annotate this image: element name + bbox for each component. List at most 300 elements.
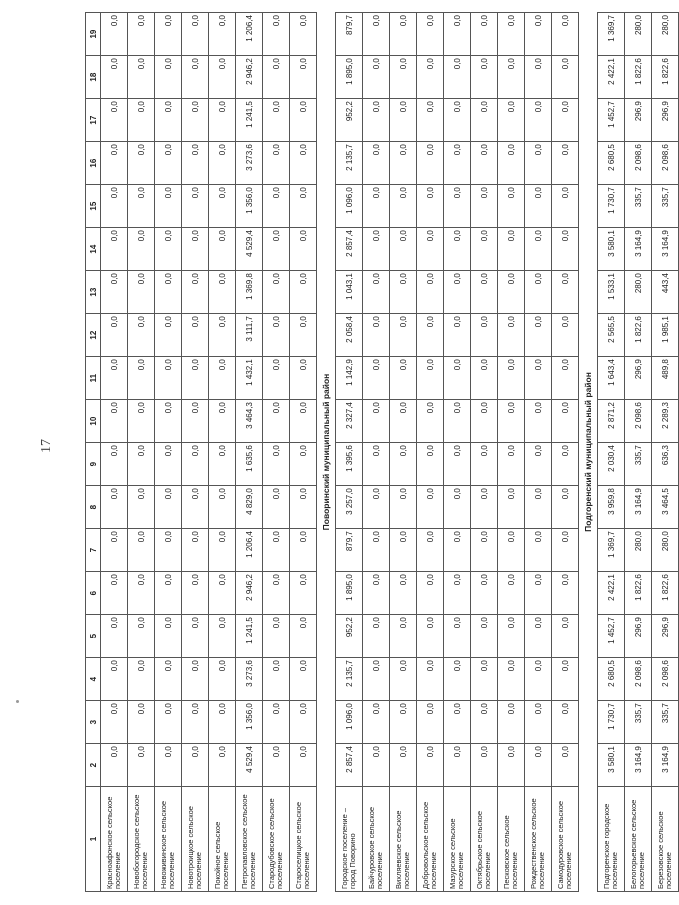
table-cell: 0,0 — [101, 486, 128, 529]
table-cell: 0,0 — [417, 572, 444, 615]
table-cell: 0,0 — [155, 314, 182, 357]
table-cell: 0,0 — [101, 615, 128, 658]
table-cell: 0,0 — [552, 56, 579, 99]
table-row — [625, 13, 652, 892]
table-cell: 0,0 — [525, 658, 552, 701]
table-cell: 0,0 — [182, 744, 209, 787]
column-number-4: 4 — [86, 658, 101, 701]
settlement-name: Новоживинское сельское поселение — [155, 787, 182, 892]
table-cell: 0,0 — [263, 701, 290, 744]
table-cell: 3 164,9 — [625, 228, 652, 271]
table-cell: 0,0 — [182, 357, 209, 400]
table-cell: 2 565,5 — [598, 314, 625, 357]
table-cell: 1 822,6 — [625, 572, 652, 615]
table-cell: 0,0 — [444, 701, 471, 744]
table-cell: 0,0 — [525, 314, 552, 357]
table-cell: 0,0 — [101, 701, 128, 744]
table-cell: 0,0 — [182, 314, 209, 357]
table-cell: 1 895,0 — [336, 56, 363, 99]
table-cell: 0,0 — [417, 486, 444, 529]
table-cell: 0,0 — [471, 13, 498, 56]
table-cell: 0,0 — [525, 744, 552, 787]
table-cell: 0,0 — [101, 271, 128, 314]
table-cell: 2 946,2 — [236, 56, 263, 99]
table-cell: 1 241,5 — [236, 99, 263, 142]
table-cell: 0,0 — [552, 142, 579, 185]
table-cell: 0,0 — [263, 228, 290, 271]
settlement-name: Покойное сельское поселение — [209, 787, 236, 892]
table-cell: 3 164,9 — [652, 744, 679, 787]
table-cell: 0,0 — [263, 314, 290, 357]
table-cell: 0,0 — [290, 142, 317, 185]
table-cell: 3 257,0 — [336, 486, 363, 529]
settlement-name: Красноафонское сельское поселение — [101, 787, 128, 892]
table-cell: 296,9 — [652, 615, 679, 658]
settlement-name: Березовское сельское поселение — [652, 787, 679, 892]
table-cell: 0,0 — [101, 314, 128, 357]
table-cell: 0,0 — [444, 529, 471, 572]
table-cell: 0,0 — [290, 56, 317, 99]
table-row — [290, 13, 317, 892]
table-cell: 0,0 — [444, 744, 471, 787]
table-cell: 0,0 — [471, 271, 498, 314]
district-title: Поворинский муниципальный район — [317, 13, 336, 892]
table-cell: 0,0 — [155, 99, 182, 142]
table-cell: 0,0 — [263, 529, 290, 572]
table-cell: 0,0 — [552, 400, 579, 443]
table-row — [336, 13, 363, 892]
table-cell: 0,0 — [128, 443, 155, 486]
table-cell: 1 730,7 — [598, 701, 625, 744]
table-cell: 0,0 — [363, 185, 390, 228]
table-cell: 0,0 — [471, 185, 498, 228]
table-cell: 0,0 — [498, 400, 525, 443]
table-cell: 280,0 — [652, 13, 679, 56]
table-row — [209, 13, 236, 892]
table-cell: 0,0 — [209, 744, 236, 787]
table-cell: 0,0 — [101, 99, 128, 142]
column-number-8: 8 — [86, 486, 101, 529]
table-cell: 0,0 — [471, 56, 498, 99]
table-cell: 0,0 — [390, 572, 417, 615]
table-row — [390, 13, 417, 892]
table-cell: 636,3 — [652, 443, 679, 486]
table-cell: 1 241,5 — [236, 615, 263, 658]
settlement-name: Мазурское сельское поселение — [444, 787, 471, 892]
table-cell: 0,0 — [155, 572, 182, 615]
table-cell: 0,0 — [155, 744, 182, 787]
table-cell: 443,4 — [652, 271, 679, 314]
table-cell: 1 043,1 — [336, 271, 363, 314]
table-cell: 0,0 — [552, 529, 579, 572]
table-cell: 0,0 — [155, 271, 182, 314]
table-cell: 0,0 — [209, 443, 236, 486]
column-number-16: 16 — [86, 142, 101, 185]
table-cell: 2 327,4 — [336, 400, 363, 443]
table-cell: 0,0 — [390, 443, 417, 486]
table-cell: 0,0 — [182, 185, 209, 228]
table-cell: 0,0 — [209, 529, 236, 572]
table-cell: 0,0 — [417, 529, 444, 572]
table-cell: 0,0 — [101, 572, 128, 615]
table-cell: 1 452,7 — [598, 615, 625, 658]
table-cell: 0,0 — [101, 56, 128, 99]
table-cell: 0,0 — [182, 228, 209, 271]
table-cell: 0,0 — [552, 99, 579, 142]
table-cell: 0,0 — [525, 271, 552, 314]
table-cell: 0,0 — [363, 13, 390, 56]
table-cell: 0,0 — [552, 228, 579, 271]
table-cell: 296,9 — [625, 357, 652, 400]
table-cell: 0,0 — [263, 13, 290, 56]
table-cell: 1 096,0 — [336, 701, 363, 744]
table-cell: 335,7 — [625, 443, 652, 486]
settlement-name: Городское поселение – город Поворино — [336, 787, 363, 892]
table-row — [128, 13, 155, 892]
table-cell: 0,0 — [390, 615, 417, 658]
table-cell: 0,0 — [525, 142, 552, 185]
table-cell: 4 829,0 — [236, 486, 263, 529]
table-row — [598, 13, 625, 892]
table-cell: 280,0 — [625, 271, 652, 314]
table-cell: 0,0 — [525, 486, 552, 529]
table-cell: 952,2 — [336, 615, 363, 658]
table-cell: 0,0 — [128, 615, 155, 658]
table-cell: 0,0 — [417, 658, 444, 701]
table-cell: 0,0 — [290, 701, 317, 744]
table-cell: 0,0 — [128, 271, 155, 314]
table-cell: 0,0 — [263, 56, 290, 99]
table-cell: 0,0 — [363, 357, 390, 400]
table-row — [652, 13, 679, 892]
table-cell: 0,0 — [290, 486, 317, 529]
table-cell: 0,0 — [471, 701, 498, 744]
table-cell: 0,0 — [209, 185, 236, 228]
table-cell: 0,0 — [444, 443, 471, 486]
table-cell: 0,0 — [209, 142, 236, 185]
table-cell: 2 871,2 — [598, 400, 625, 443]
table-cell: 0,0 — [263, 744, 290, 787]
table-cell: 0,0 — [498, 658, 525, 701]
table-cell: 2 098,6 — [625, 142, 652, 185]
table-cell: 0,0 — [525, 228, 552, 271]
table-cell: 0,0 — [552, 271, 579, 314]
table-cell: 0,0 — [498, 701, 525, 744]
table-cell: 0,0 — [417, 615, 444, 658]
table-cell: 0,0 — [417, 443, 444, 486]
table-cell: 1 096,0 — [336, 185, 363, 228]
table-cell: 0,0 — [101, 658, 128, 701]
table-cell: 0,0 — [128, 529, 155, 572]
table-cell: 0,0 — [263, 357, 290, 400]
column-number-11: 11 — [86, 357, 101, 400]
table-cell: 0,0 — [417, 271, 444, 314]
table-cell: 3 580,1 — [598, 228, 625, 271]
district-title: Подгоренский муниципальный район — [579, 13, 598, 892]
table-cell: 0,0 — [155, 228, 182, 271]
table-cell: 0,0 — [552, 744, 579, 787]
table-cell: 0,0 — [390, 529, 417, 572]
table-cell: 0,0 — [128, 142, 155, 185]
table-cell: 0,0 — [444, 271, 471, 314]
table-cell: 0,0 — [155, 185, 182, 228]
settlement-name: Стародубовское сельское поселение — [263, 787, 290, 892]
table-cell: 0,0 — [390, 56, 417, 99]
table-cell: 0,0 — [417, 228, 444, 271]
table-cell: 0,0 — [498, 228, 525, 271]
table-cell: 0,0 — [498, 443, 525, 486]
table-cell: 0,0 — [363, 529, 390, 572]
table-cell: 0,0 — [552, 486, 579, 529]
table-cell: 0,0 — [390, 744, 417, 787]
table-cell: 0,0 — [552, 701, 579, 744]
table-cell: 0,0 — [209, 99, 236, 142]
table-cell: 0,0 — [444, 486, 471, 529]
table-cell: 0,0 — [390, 185, 417, 228]
table-cell: 0,0 — [290, 357, 317, 400]
settlement-name: Песковское сельское поселение — [498, 787, 525, 892]
column-number-12: 12 — [86, 314, 101, 357]
table-cell: 1 985,1 — [652, 314, 679, 357]
table-cell: 0,0 — [128, 185, 155, 228]
settlement-name: Староселицкое сельское поселение — [290, 787, 317, 892]
table-cell: 0,0 — [498, 486, 525, 529]
table-row — [236, 13, 263, 892]
table-cell: 0,0 — [101, 185, 128, 228]
table-cell: 0,0 — [182, 486, 209, 529]
table-cell: 1 369,7 — [598, 529, 625, 572]
table-cell: 0,0 — [390, 228, 417, 271]
table-cell: 0,0 — [182, 443, 209, 486]
table-cell: 0,0 — [471, 529, 498, 572]
table-cell: 0,0 — [417, 357, 444, 400]
table-cell: 0,0 — [471, 357, 498, 400]
table-cell: 280,0 — [625, 529, 652, 572]
table-cell: 0,0 — [182, 271, 209, 314]
table-cell: 3 273,6 — [236, 142, 263, 185]
column-number-17: 17 — [86, 99, 101, 142]
table-cell: 0,0 — [182, 658, 209, 701]
table-cell: 0,0 — [290, 529, 317, 572]
column-number-1: 1 — [86, 787, 101, 892]
table-cell: 0,0 — [182, 400, 209, 443]
table-cell: 0,0 — [444, 185, 471, 228]
table-cell: 0,0 — [363, 443, 390, 486]
rotated-table-inner — [85, 12, 673, 892]
column-number-10: 10 — [86, 400, 101, 443]
table-cell: 0,0 — [444, 142, 471, 185]
table-cell: 0,0 — [101, 357, 128, 400]
table-cell: 0,0 — [417, 314, 444, 357]
table-cell: 1 206,4 — [236, 529, 263, 572]
table-cell: 0,0 — [263, 400, 290, 443]
table-cell: 0,0 — [525, 185, 552, 228]
table-cell: 2 680,5 — [598, 142, 625, 185]
table-cell: 0,0 — [417, 56, 444, 99]
table-cell: 0,0 — [444, 99, 471, 142]
table-cell: 0,0 — [444, 13, 471, 56]
table-cell: 0,0 — [263, 142, 290, 185]
table-cell: 0,0 — [363, 228, 390, 271]
table-cell: 0,0 — [417, 99, 444, 142]
table-cell: 0,0 — [155, 142, 182, 185]
scan-mark — [16, 700, 19, 703]
table-cell: 0,0 — [101, 400, 128, 443]
table-cell: 2 098,6 — [625, 658, 652, 701]
table-cell: 335,7 — [652, 701, 679, 744]
table-cell: 0,0 — [155, 529, 182, 572]
table-cell: 0,0 — [209, 615, 236, 658]
table-cell: 0,0 — [390, 400, 417, 443]
column-number-5: 5 — [86, 615, 101, 658]
table-cell: 0,0 — [498, 271, 525, 314]
table-cell: 0,0 — [390, 314, 417, 357]
table-cell: 0,0 — [209, 271, 236, 314]
table-cell: 0,0 — [552, 314, 579, 357]
table-cell: 1 822,6 — [652, 572, 679, 615]
table-row — [525, 13, 552, 892]
table-cell: 1 395,6 — [336, 443, 363, 486]
table-cell: 1 369,7 — [598, 13, 625, 56]
table-cell: 0,0 — [263, 658, 290, 701]
table-cell: 0,0 — [417, 744, 444, 787]
table-cell: 3 164,9 — [625, 486, 652, 529]
table-cell: 1 452,7 — [598, 99, 625, 142]
table-cell: 0,0 — [101, 744, 128, 787]
table-cell: 280,0 — [652, 529, 679, 572]
table-cell: 0,0 — [417, 142, 444, 185]
table-cell: 0,0 — [363, 658, 390, 701]
table-cell: 0,0 — [525, 443, 552, 486]
table-cell: 0,0 — [290, 744, 317, 787]
column-number-7: 7 — [86, 529, 101, 572]
table-cell: 2 135,7 — [336, 142, 363, 185]
table-cell: 1 533,1 — [598, 271, 625, 314]
table-cell: 0,0 — [552, 443, 579, 486]
district-header-row — [317, 13, 336, 892]
table-cell: 0,0 — [209, 228, 236, 271]
table-cell: 0,0 — [498, 56, 525, 99]
table-cell: 335,7 — [652, 185, 679, 228]
settlement-name: Добровольское сельское поселение — [417, 787, 444, 892]
table-cell: 0,0 — [101, 13, 128, 56]
table-cell: 0,0 — [498, 185, 525, 228]
table-cell: 0,0 — [498, 744, 525, 787]
table-cell: 0,0 — [363, 572, 390, 615]
settlement-name: Вихляевское сельское поселение — [390, 787, 417, 892]
table-cell: 0,0 — [471, 99, 498, 142]
table-cell: 4 529,4 — [236, 744, 263, 787]
table-cell: 0,0 — [363, 400, 390, 443]
table-cell: 0,0 — [128, 744, 155, 787]
table-cell: 2 680,5 — [598, 658, 625, 701]
table-cell: 0,0 — [128, 658, 155, 701]
table-cell: 0,0 — [471, 658, 498, 701]
table-cell: 0,0 — [290, 228, 317, 271]
table-cell: 2 098,6 — [652, 658, 679, 701]
table-cell: 0,0 — [155, 13, 182, 56]
table-cell: 0,0 — [263, 486, 290, 529]
table-cell: 879,7 — [336, 529, 363, 572]
table-cell: 0,0 — [290, 615, 317, 658]
table-cell: 0,0 — [444, 615, 471, 658]
table-cell: 0,0 — [363, 271, 390, 314]
table-cell: 2 030,4 — [598, 443, 625, 486]
table-cell: 1 822,6 — [625, 56, 652, 99]
table-cell: 0,0 — [128, 13, 155, 56]
page-number: 17 — [39, 439, 54, 453]
table-cell: 0,0 — [417, 400, 444, 443]
table-cell: 335,7 — [625, 185, 652, 228]
table-cell: 0,0 — [390, 99, 417, 142]
table-cell: 0,0 — [155, 701, 182, 744]
table-cell: 0,0 — [552, 615, 579, 658]
table-cell: 952,2 — [336, 99, 363, 142]
column-number-19: 19 — [86, 13, 101, 56]
table-cell: 0,0 — [525, 56, 552, 99]
table-cell: 2 135,7 — [336, 658, 363, 701]
table-cell: 3 464,5 — [652, 486, 679, 529]
table-row — [552, 13, 579, 892]
table-cell: 0,0 — [498, 357, 525, 400]
table-row — [363, 13, 390, 892]
table-cell: 335,7 — [625, 701, 652, 744]
table-cell: 2 857,4 — [336, 228, 363, 271]
table-body — [101, 13, 679, 892]
table-cell: 0,0 — [263, 443, 290, 486]
table-cell: 2 098,6 — [652, 142, 679, 185]
table-cell: 0,0 — [525, 701, 552, 744]
table-cell: 1 822,6 — [625, 314, 652, 357]
table-cell: 0,0 — [498, 314, 525, 357]
table-cell: 0,0 — [155, 357, 182, 400]
table-cell: 0,0 — [498, 615, 525, 658]
table-cell: 2 098,6 — [625, 400, 652, 443]
table-cell: 0,0 — [390, 13, 417, 56]
table-cell: 2 289,3 — [652, 400, 679, 443]
district-header-row — [579, 13, 598, 892]
table-cell: 296,9 — [625, 99, 652, 142]
settlement-name: Рождественское сельское поселение — [525, 787, 552, 892]
table-cell: 0,0 — [444, 228, 471, 271]
table-cell: 0,0 — [363, 56, 390, 99]
table-cell: 0,0 — [209, 357, 236, 400]
table-cell: 296,9 — [652, 99, 679, 142]
table-cell: 0,0 — [498, 13, 525, 56]
table-cell: 0,0 — [390, 271, 417, 314]
column-number-13: 13 — [86, 271, 101, 314]
table-cell: 0,0 — [525, 357, 552, 400]
settlement-name: Подгоренское городское поселение — [598, 787, 625, 892]
table-cell: 2 857,4 — [336, 744, 363, 787]
table-cell: 0,0 — [363, 142, 390, 185]
table-cell: 1 432,1 — [236, 357, 263, 400]
table-cell: 1 206,4 — [236, 13, 263, 56]
settlement-name: Октябрьское сельское поселение — [471, 787, 498, 892]
table-cell: 0,0 — [471, 744, 498, 787]
table-cell: 0,0 — [290, 443, 317, 486]
table-cell: 0,0 — [101, 228, 128, 271]
table-cell: 0,0 — [471, 400, 498, 443]
table-cell: 0,0 — [471, 314, 498, 357]
table-cell: 0,0 — [209, 314, 236, 357]
table-cell: 0,0 — [209, 572, 236, 615]
table-cell: 0,0 — [128, 701, 155, 744]
settlement-name: Новотроицкое сельское поселение — [182, 787, 209, 892]
table-cell: 0,0 — [498, 572, 525, 615]
table-cell: 0,0 — [390, 142, 417, 185]
table-row — [155, 13, 182, 892]
